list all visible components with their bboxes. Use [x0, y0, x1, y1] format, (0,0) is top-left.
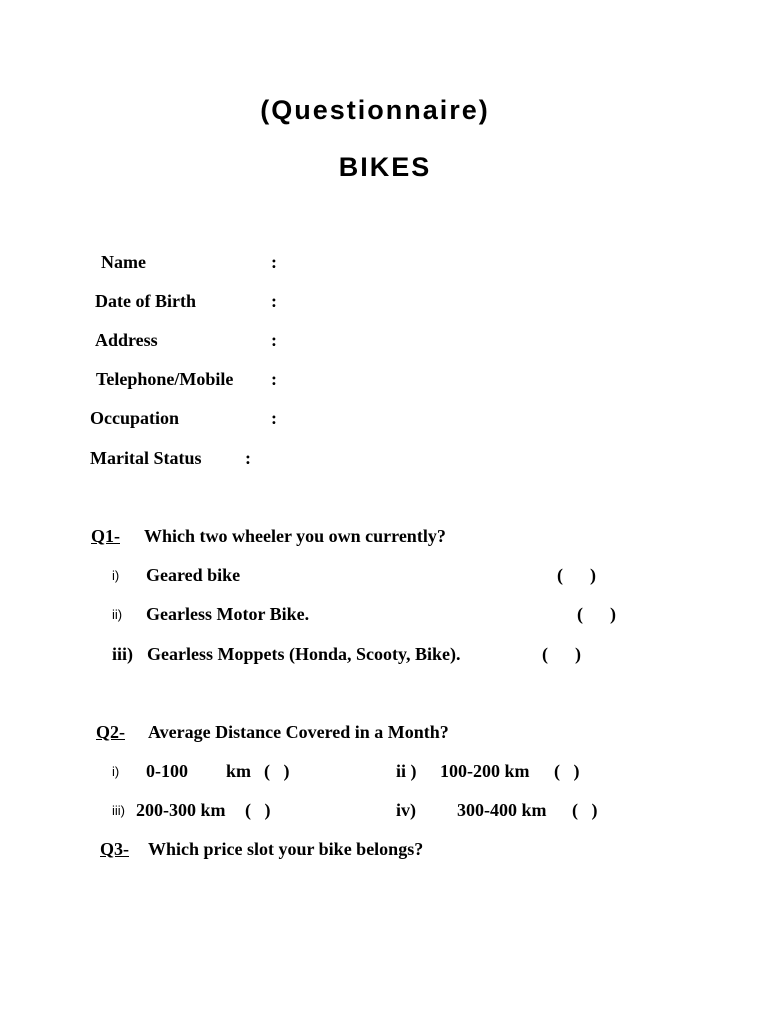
q1-option-3-checkbox[interactable]: ( ): [542, 644, 581, 664]
q2-option-3-marker: iii): [112, 803, 125, 818]
q2-number: Q2-: [96, 722, 125, 742]
q1-option-1-text: Geared bike: [146, 565, 241, 585]
q1-option-2-checkbox[interactable]: ( ): [577, 604, 616, 624]
field-colon-name: :: [271, 252, 277, 272]
q2-option-1-unit: km: [226, 761, 252, 781]
q1-option-3-text: Gearless Moppets (Honda, Scooty, Bike).: [147, 644, 461, 664]
q2-option-2-checkbox[interactable]: ( ): [554, 761, 580, 781]
q3-text: Which price slot your bike belongs?: [148, 839, 424, 859]
field-colon-marital-status: :: [245, 448, 251, 468]
field-label-address: Address: [95, 330, 158, 350]
q1-text: Which two wheeler you own currently?: [144, 526, 446, 546]
q2-option-1-checkbox[interactable]: ( ): [264, 761, 290, 781]
q1-option-3-marker: iii): [112, 644, 133, 664]
q2-option-4-checkbox[interactable]: ( ): [572, 800, 598, 820]
q2-option-1-text: 0-100: [146, 761, 188, 781]
q2-text: Average Distance Covered in a Month?: [148, 722, 449, 742]
field-label-telephone: Telephone/Mobile: [96, 369, 234, 389]
field-label-marital-status: Marital Status: [90, 448, 202, 468]
q1-option-2-text: Gearless Motor Bike.: [146, 604, 310, 624]
q1-option-2-marker: ii): [112, 607, 123, 622]
q2-option-4-text: 300-400 km: [457, 800, 547, 820]
q1-number: Q1-: [91, 526, 120, 546]
q2-option-1-marker: i): [112, 764, 120, 779]
q2-option-2-text: 100-200 km: [440, 761, 530, 781]
field-colon-telephone: :: [271, 369, 277, 389]
document-subtitle: BIKES: [338, 152, 432, 182]
q3-number: Q3-: [100, 839, 129, 859]
q2-option-3-checkbox[interactable]: ( ): [245, 800, 271, 820]
field-colon-occupation: :: [271, 408, 277, 428]
q2-option-2-marker: ii ): [396, 761, 417, 781]
q1-option-1-checkbox[interactable]: ( ): [557, 565, 596, 585]
field-label-name: Name: [101, 252, 146, 272]
q2-option-3-text: 200-300 km: [136, 800, 226, 820]
q1-option-1-marker: i): [112, 568, 120, 583]
document-title: (Questionnaire): [260, 95, 490, 125]
field-colon-date-of-birth: :: [271, 291, 277, 311]
q2-option-4-marker: iv): [396, 800, 416, 820]
field-label-date-of-birth: Date of Birth: [95, 291, 196, 311]
field-colon-address: :: [271, 330, 277, 350]
field-label-occupation: Occupation: [90, 408, 180, 428]
